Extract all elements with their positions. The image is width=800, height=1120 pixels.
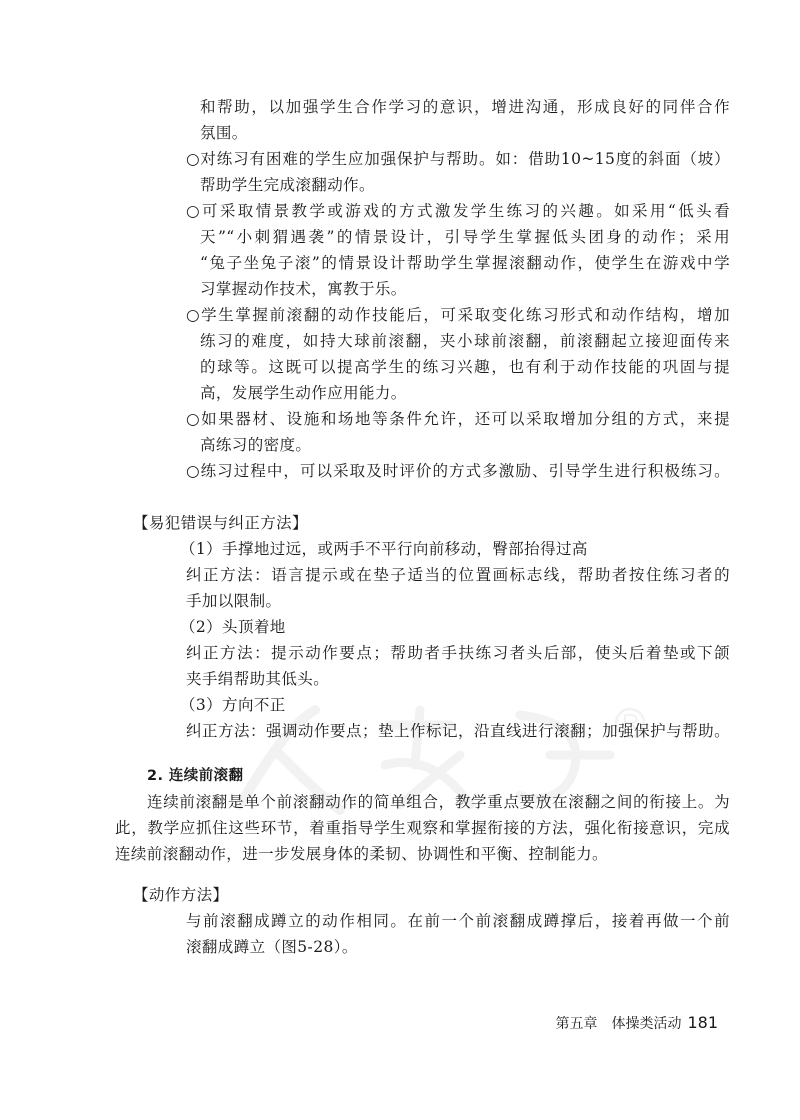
paragraph-line: 此，教学应抓住这些环节，着重指导学生观察和掌握衔接的方法，强化衔接意识，完成 xyxy=(115,819,730,837)
error-item: （1）手撑地过远，或两手不平行向前移动，臀部抬得过高 xyxy=(180,540,588,558)
tip-line: 高练习的密度。 xyxy=(200,436,312,454)
tip-line: 习掌握动作技术，寓教于乐。 xyxy=(200,280,407,298)
error-item: （2）头顶着地 xyxy=(180,618,286,636)
page-number: 181 xyxy=(687,1013,718,1032)
tip-line: 帮助学生完成滚翻动作。 xyxy=(200,176,375,194)
method-text: 与前滚翻成蹲立的动作相同。在前一个前滚翻成蹲撑后，接着再做一个前 xyxy=(186,912,730,930)
correction-text: 手加以限制。 xyxy=(186,592,282,610)
tip-line: ○可采取情景教学或游戏的方式激发学生练习的兴趣。如采用“低头看 xyxy=(186,202,730,220)
tip-line: ○练习过程中，可以采取及时评价的方式多激励、引导学生进行积极练习。 xyxy=(186,462,730,480)
error-item: （3）方向不正 xyxy=(180,696,286,714)
errors-heading: 【易犯错误与纠正方法】 xyxy=(133,514,308,532)
page-footer xyxy=(555,1013,718,1034)
tip-line: 氛围。 xyxy=(200,124,248,142)
tip-line: ○如果器材、设施和场地等条件允许，还可以采取增加分组的方式，来提 xyxy=(186,410,730,428)
tip-line: 的球等。这既可以提高学生的练习兴趣，也有利于动作技能的巩固与提 xyxy=(200,358,730,376)
tip-line: 和帮助，以加强学生合作学习的意识，增进沟通，形成良好的同伴合作 xyxy=(200,98,730,116)
chapter-title: 第五章 体操类活动 xyxy=(555,1016,682,1032)
section-title: 2. 连续前滚翻 xyxy=(147,768,244,784)
paragraph-line: 连续前滚翻动作，进一步发展身体的柔韧、协调性和平衡、控制能力。 xyxy=(115,845,608,863)
correction-text: 纠正方法：语言提示或在垫子适当的位置画标志线，帮助者按住练习者的 xyxy=(186,566,730,584)
tip-line: ○学生掌握前滚翻的动作技能后，可采取变化练习形式和动作结构，增加 xyxy=(186,306,730,324)
method-heading: 【动作方法】 xyxy=(133,886,229,904)
correction-text: 纠正方法：提示动作要点；帮助者手扶练习者头后部，使头后着垫或下颌 xyxy=(186,644,730,662)
paragraph-line: 连续前滚翻是单个前滚翻动作的简单组合，教学重点要放在滚翻之间的衔接上。为 xyxy=(147,793,730,811)
tip-line: 练习的难度，如持大球前滚翻，夹小球前滚翻，前滚翻起立接迎面传来 xyxy=(200,332,730,350)
tip-line: 天”“小刺猬遇袭”的情景设计，引导学生掌握低头团身的动作；采用 xyxy=(200,228,730,246)
tip-line: 高，发展学生动作应用能力。 xyxy=(200,384,407,402)
correction-text: 夹手绢帮助其低头。 xyxy=(186,670,330,688)
correction-text: 纠正方法：强调动作要点；垫上作标记，沿直线进行滚翻；加强保护与帮助。 xyxy=(186,722,730,740)
tip-line: “兔子坐兔子滚”的情景设计帮助学生掌握滚翻动作，使学生在游戏中学 xyxy=(200,254,730,272)
method-text: 滚翻成蹲立（图5-28）。 xyxy=(186,938,358,956)
tip-line: ○对练习有困难的学生应加强保护与帮助。如：借助10~15度的斜面（坡） xyxy=(186,150,730,168)
